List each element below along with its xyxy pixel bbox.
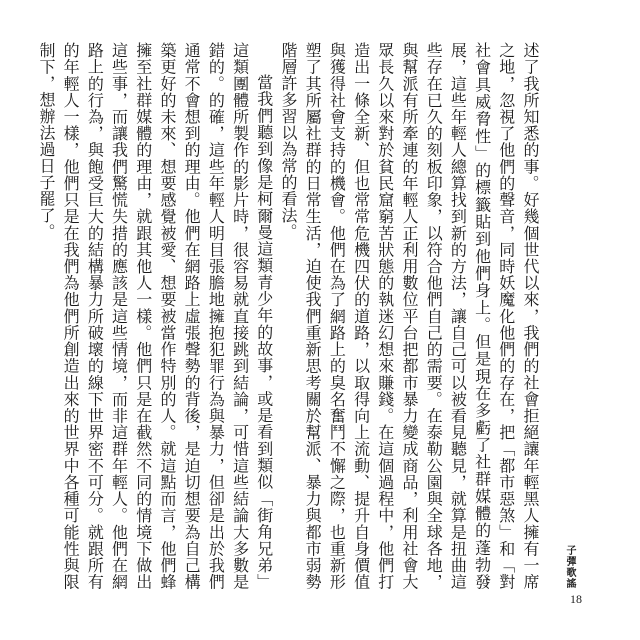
paragraph-1: 述了我所知悉的事。好幾個世代以來，我們的社會拒絕讓年輕黑人擁有一席之地，忽視了他們的聲音，同時妖魔化他們的存在，把「都市惡煞」和「對社會具威脅性」的標籤貼到他們身上。但是現在多虧了社群媒體的蓬勃發展，這些年輕人總算找到新的方法，讓自己可以被看見聽見，就算是扭曲這些存在已久的刻板印象，以符合他們自己的需要。在泰勒公園與全球各地，與幫派有所牽連的年輕人正利用數位平台把都市暴力變成商品，利用社會大眾長久以來對於貧民窟窮苦狀態的執迷幻想來賺錢。在這個過程中，他們打造出一條全新、但也常常危機四伏的道路，以取得向上流動、提升自身價值與獲得社會支持的機會。他們在為了網路上的臭名奮鬥不懈之際，也重新形塑了其所屬社群的日常生活，迫使我們重新思考關於幫派、暴力與都市弱勢階層許多習以為常的看法。	[278, 42, 540, 590]
page-number: 18	[570, 592, 582, 606]
paragraph-2: 當我們聽到像是柯爾曼這類青少年的故事，或是看到類似「街角兄弟」這類團體所製作的影片時，很容易就直接跳到結論，可惜這些結論大多數是錯的。的確，這些年輕人明目張膽地擁抱犯罪行為與暴力，但卻是出於我們通常不會想到的理由。他們在網路上虛張聲勢的背後，是迫切想要為自己構築更好的未來、想要感覺被愛、想要被當作特別的人。就這點而言，他們蜂擁至社群媒體的理由，就跟其他人一樣。他們只是在截然不同的情境下做出這些事，而讓我們驚慌失措的應該是這些情境，而非這群年輕人。他們在網路上的行為，與飽受巨大的結構暴力所破壞的線下世界密不可分。就跟所有的年輕人一樣，他們只是在我們為他們所創造出來的世界中各種可能性與限制下，想辦法過日子罷了。	[36, 42, 274, 590]
running-title: 子彈歌謠	[564, 545, 575, 589]
body-text	[36, 42, 542, 590]
